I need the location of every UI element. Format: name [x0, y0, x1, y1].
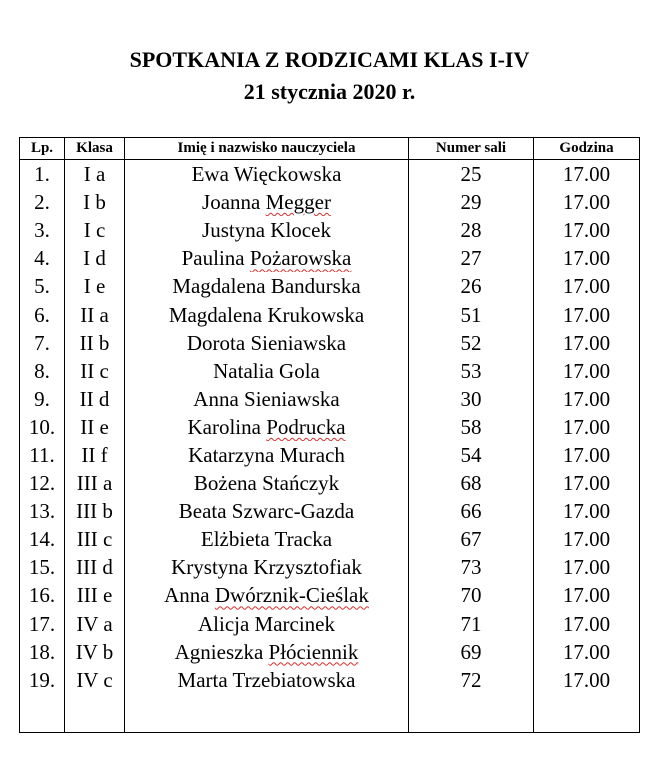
row-teacher: [125, 413, 409, 441]
teacher-last-name: Podrucka: [266, 414, 346, 439]
row-teacher: Natalia Gola: [125, 357, 409, 385]
table-row: [20, 610, 640, 638]
row-room: 52: [409, 329, 534, 357]
header-room: Numer sali: [409, 138, 534, 160]
row-teacher: Krystyna Krzysztofiak: [125, 553, 409, 581]
row-class: III d: [65, 553, 125, 581]
row-number: 9.: [20, 385, 65, 413]
table-row: [20, 244, 640, 272]
row-number: 10.: [20, 413, 65, 441]
row-class: II d: [65, 385, 125, 413]
schedule-table: [19, 137, 640, 733]
row-teacher: [125, 244, 409, 272]
row-number: 12.: [20, 469, 65, 497]
table-row: [20, 329, 640, 357]
empty-cell: [125, 694, 409, 733]
header-time: Godzina: [534, 138, 640, 160]
row-time: 17.00: [534, 610, 640, 638]
row-teacher: Magdalena Krukowska: [125, 300, 409, 328]
row-class: II c: [65, 357, 125, 385]
row-time: 17.00: [534, 497, 640, 525]
teacher-last-name: Megger: [265, 190, 331, 215]
row-teacher: Katarzyna Murach: [125, 441, 409, 469]
table-row: [20, 638, 640, 666]
row-time: 17.00: [534, 300, 640, 328]
row-number: 15.: [20, 553, 65, 581]
row-room: 29: [409, 188, 534, 216]
row-class: I a: [65, 160, 125, 189]
row-teacher: Magdalena Bandurska: [125, 272, 409, 300]
row-room: 26: [409, 272, 534, 300]
row-class: I c: [65, 216, 125, 244]
table-row: [20, 553, 640, 581]
row-room: 28: [409, 216, 534, 244]
empty-cell: [20, 694, 65, 733]
row-room: 70: [409, 581, 534, 609]
row-teacher: [125, 581, 409, 609]
table-row: [20, 385, 640, 413]
table-empty-row: [20, 694, 640, 733]
table-row: [20, 272, 640, 300]
row-number: 16.: [20, 581, 65, 609]
row-time: 17.00: [534, 469, 640, 497]
table-row: [20, 497, 640, 525]
table-row: [20, 525, 640, 553]
row-room: 54: [409, 441, 534, 469]
table-header-row: [20, 138, 640, 160]
row-class: III e: [65, 581, 125, 609]
row-class: III b: [65, 497, 125, 525]
table-row: [20, 357, 640, 385]
row-time: 17.00: [534, 666, 640, 694]
row-room: 71: [409, 610, 534, 638]
row-room: 30: [409, 385, 534, 413]
table-row: [20, 666, 640, 694]
document-date: 21 stycznia 2020 r.: [243, 79, 416, 104]
table-row: [20, 441, 640, 469]
row-time: 17.00: [534, 413, 640, 441]
table-row: [20, 413, 640, 441]
row-room: 72: [409, 666, 534, 694]
row-teacher: Marta Trzebiatowska: [125, 666, 409, 694]
header-lp: Lp.: [20, 138, 65, 160]
row-room: 69: [409, 638, 534, 666]
row-time: 17.00: [534, 244, 640, 272]
row-time: 17.00: [534, 216, 640, 244]
row-number: 6.: [20, 300, 65, 328]
row-number: 3.: [20, 216, 65, 244]
row-number: 11.: [20, 441, 65, 469]
row-time: 17.00: [534, 357, 640, 385]
row-number: 1.: [20, 160, 65, 189]
row-teacher: Anna Sieniawska: [125, 385, 409, 413]
teacher-first-name: Paulina: [181, 246, 245, 271]
row-time: 17.00: [534, 525, 640, 553]
row-number: 7.: [20, 329, 65, 357]
row-number: 17.: [20, 610, 65, 638]
row-room: 67: [409, 525, 534, 553]
teacher-first-name: Agnieszka: [174, 639, 264, 664]
row-class: I d: [65, 244, 125, 272]
document-title: SPOTKANIA Z RODZICAMI KLAS I-IV: [129, 47, 530, 72]
row-teacher: Justyna Klocek: [125, 216, 409, 244]
row-time: 17.00: [534, 441, 640, 469]
row-class: II f: [65, 441, 125, 469]
row-number: 5.: [20, 272, 65, 300]
row-class: III a: [65, 469, 125, 497]
row-teacher: [125, 188, 409, 216]
row-room: 68: [409, 469, 534, 497]
row-class: IV b: [65, 638, 125, 666]
row-number: 14.: [20, 525, 65, 553]
row-teacher: Beata Szwarc-Gazda: [125, 497, 409, 525]
teacher-first-name: Joanna: [202, 190, 261, 215]
header-klasa: Klasa: [65, 138, 125, 160]
teacher-last-name: Dwórznik-Cieślak: [214, 583, 369, 608]
row-teacher: Elżbieta Tracka: [125, 525, 409, 553]
row-room: 25: [409, 160, 534, 189]
row-class: II b: [65, 329, 125, 357]
row-class: II a: [65, 300, 125, 328]
teacher-first-name: Karolina: [187, 414, 261, 439]
row-time: 17.00: [534, 385, 640, 413]
row-class: IV c: [65, 666, 125, 694]
row-time: 17.00: [534, 160, 640, 189]
header-teacher: Imię i nazwisko nauczyciela: [125, 138, 409, 160]
row-time: 17.00: [534, 638, 640, 666]
row-room: 51: [409, 300, 534, 328]
table-row: [20, 160, 640, 189]
row-class: IV a: [65, 610, 125, 638]
row-number: 13.: [20, 497, 65, 525]
row-class: I b: [65, 188, 125, 216]
row-class: II e: [65, 413, 125, 441]
row-teacher: Dorota Sieniawska: [125, 329, 409, 357]
row-time: 17.00: [534, 553, 640, 581]
table-row: [20, 216, 640, 244]
table-row: [20, 300, 640, 328]
table-row: [20, 469, 640, 497]
row-time: 17.00: [534, 329, 640, 357]
empty-cell: [65, 694, 125, 733]
empty-cell: [409, 694, 534, 733]
row-room: 73: [409, 553, 534, 581]
row-room: 66: [409, 497, 534, 525]
empty-cell: [534, 694, 640, 733]
row-room: 27: [409, 244, 534, 272]
row-time: 17.00: [534, 188, 640, 216]
row-room: 53: [409, 357, 534, 385]
row-class: III c: [65, 525, 125, 553]
row-teacher: [125, 638, 409, 666]
teacher-last-name: Płóciennik: [268, 639, 359, 664]
table-row: [20, 188, 640, 216]
row-class: I e: [65, 272, 125, 300]
row-room: 58: [409, 413, 534, 441]
row-teacher: Ewa Więckowska: [125, 160, 409, 189]
row-number: 18.: [20, 638, 65, 666]
row-number: 19.: [20, 666, 65, 694]
row-teacher: Bożena Stańczyk: [125, 469, 409, 497]
row-time: 17.00: [534, 272, 640, 300]
row-number: 8.: [20, 357, 65, 385]
row-number: 2.: [20, 188, 65, 216]
teacher-last-name: Pożarowska: [249, 246, 352, 271]
row-teacher: Alicja Marcinek: [125, 610, 409, 638]
row-time: 17.00: [534, 581, 640, 609]
table-row: [20, 581, 640, 609]
teacher-first-name: Anna: [164, 583, 210, 608]
row-number: 4.: [20, 244, 65, 272]
